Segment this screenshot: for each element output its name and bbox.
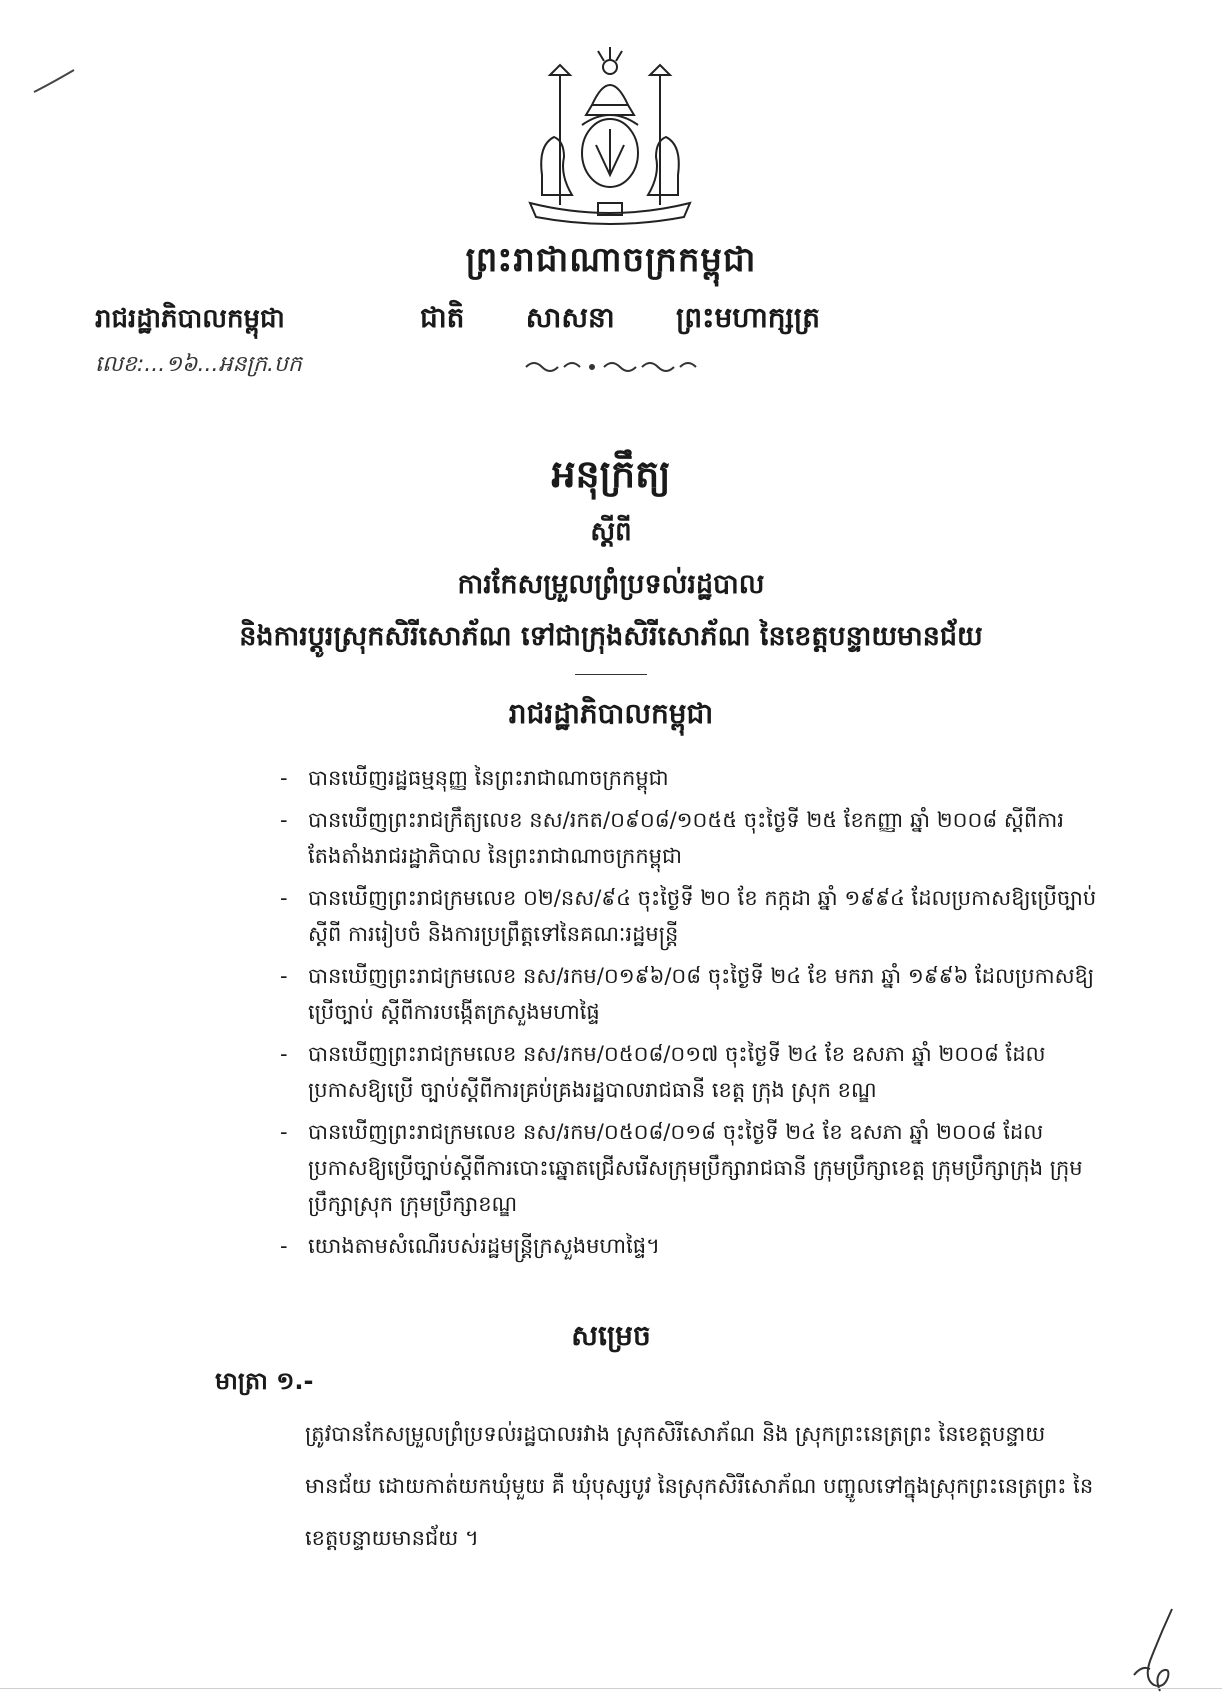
article-text: ត្រូវបានកែសម្រួលព្រំប្រទល់រដ្ឋបាលរវាង ស្រុកសិរីសោភ័ណ និង ស្រុកព្រះនេត្រព្រះ នៃខេត្តបន្ទាយមានជ័យ ដោយកាត់យកឃុំមួយ គឺ ឃុំបុស្សបូវ នៃស្រុកសិរីសោភ័ណ បញ្ចូលទៅក្នុងស្រុកព្រះនេត្រព្រះ នៃខេត្តបន្ទាយមានជ័យ ។ (305, 1422, 1094, 1550)
legal-references-list (280, 760, 1110, 1270)
national-motto (420, 300, 820, 341)
reference-item: - បានឃើញព្រះរាជក្រមលេខ នស/រកម/០៥០៨/០១៨ ចុះថ្ងៃទី ២៤ ខែ ឧសភា ឆ្នាំ ២០០៨ ដែលប្រកាសឱ្យប្រើច្បាប់ស្តីពីការបោះឆ្នោតជ្រើសរើសក្រុមប្រឹក្សារាជធានី ក្រុមប្រឹក្សាខេត្ត ក្រុមប្រឹក្សាក្រុង ក្រុមប្រឹក្សាស្រុក ក្រុមប្រឹក្សាខណ្ឌ (280, 1114, 1110, 1222)
about-label: ស្តីពី (590, 517, 632, 547)
motto-religion: សាសនា (525, 301, 615, 334)
issuer-name: រាជរដ្ឋាភិបាលកម្ពុជា (95, 304, 285, 334)
subject-line-2: និងការប្តូរស្រុកសិរីសោភ័ណ ទៅជាក្រុងសិរីសោភ័ណ នៃខេត្តបន្ទាយមានជ័យ (239, 621, 983, 652)
reference-item: - បានឃើញព្រះរាជក្រមលេខ នស/រកម/០៥០៨/០១៧ ចុះថ្ងៃទី ២៤ ខែ ឧសភា ឆ្នាំ ២០០៨ ដែលប្រកាសឱ្យប្រើ ច្បាប់ស្តីពីការគ្រប់គ្រងរដ្ឋបាលរាជធានី ខេត្ត ក្រុង ស្រុក ខណ្ឌ (280, 1036, 1110, 1108)
ornament-divider-icon (520, 355, 700, 377)
reference-item: - បានឃើញរដ្ឋធម្មនុញ្ញ នៃព្រះរាជាណាចក្រកម្ពុជា (280, 760, 1110, 796)
title-divider (575, 674, 647, 675)
royal-coat-of-arms-icon (520, 45, 700, 225)
decision-heading: សម្រេច (571, 1319, 651, 1352)
article-label: មាត្រា ១.- (215, 1367, 314, 1395)
initials-signature-icon (1120, 1605, 1185, 1700)
preamble-heading: រាជរដ្ឋាភិបាលកម្ពុជា (508, 697, 714, 730)
motto-king: ព្រះមហាក្សត្រ (676, 301, 820, 334)
reference-number: លេខ:...១៦...អនក្រ.បក (95, 352, 302, 377)
reference-item: - បានឃើញព្រះរាជក្រមលេខ នស/រកម/០១៩៦/០៨ ចុះថ្ងៃទី ២៤ ខែ មករា ឆ្នាំ ១៩៩៦ ដែលប្រកាសឱ្យប្រើច្បាប់ ស្តីពីការបង្កើតក្រសួងមហាផ្ទៃ (280, 958, 1110, 1030)
motto-nation: ជាតិ (420, 301, 465, 334)
document-type: អនុក្រឹត្យ (551, 452, 671, 496)
kingdom-title: ព្រះរាជាណាចក្រកម្ពុជា (465, 240, 757, 280)
subject-line-1: ការកែសម្រួលព្រំប្រទល់រដ្ឋបាល (457, 569, 765, 600)
reference-item: - បានឃើញព្រះរាជក្រមលេខ ០២/នស/៩៤ ចុះថ្ងៃទី ២០ ខែ កក្កដា ឆ្នាំ ១៩៩៤ ដែលប្រកាសឱ្យប្រើច្បាប់ស្តីពី ការរៀបចំ និងការប្រព្រឹត្តទៅនៃគណៈរដ្ឋមន្ត្រី (280, 880, 1110, 952)
reference-item: - បានឃើញព្រះរាជក្រឹត្យលេខ នស/រកត/០៩០៨/១០៥៥ ចុះថ្ងៃទី ២៥ ខែកញ្ញា ឆ្នាំ ២០០៨ ស្តីពីការតែងតាំងរាជរដ្ឋាភិបាល នៃព្រះរាជាណាចក្រកម្ពុជា (280, 802, 1110, 874)
pen-stroke-mark (30, 60, 90, 100)
scan-edge-line (0, 1688, 1222, 1689)
reference-item: - យោងតាមសំណើរបស់រដ្ឋមន្ត្រីក្រសួងមហាផ្ទៃ។ (280, 1228, 1110, 1264)
